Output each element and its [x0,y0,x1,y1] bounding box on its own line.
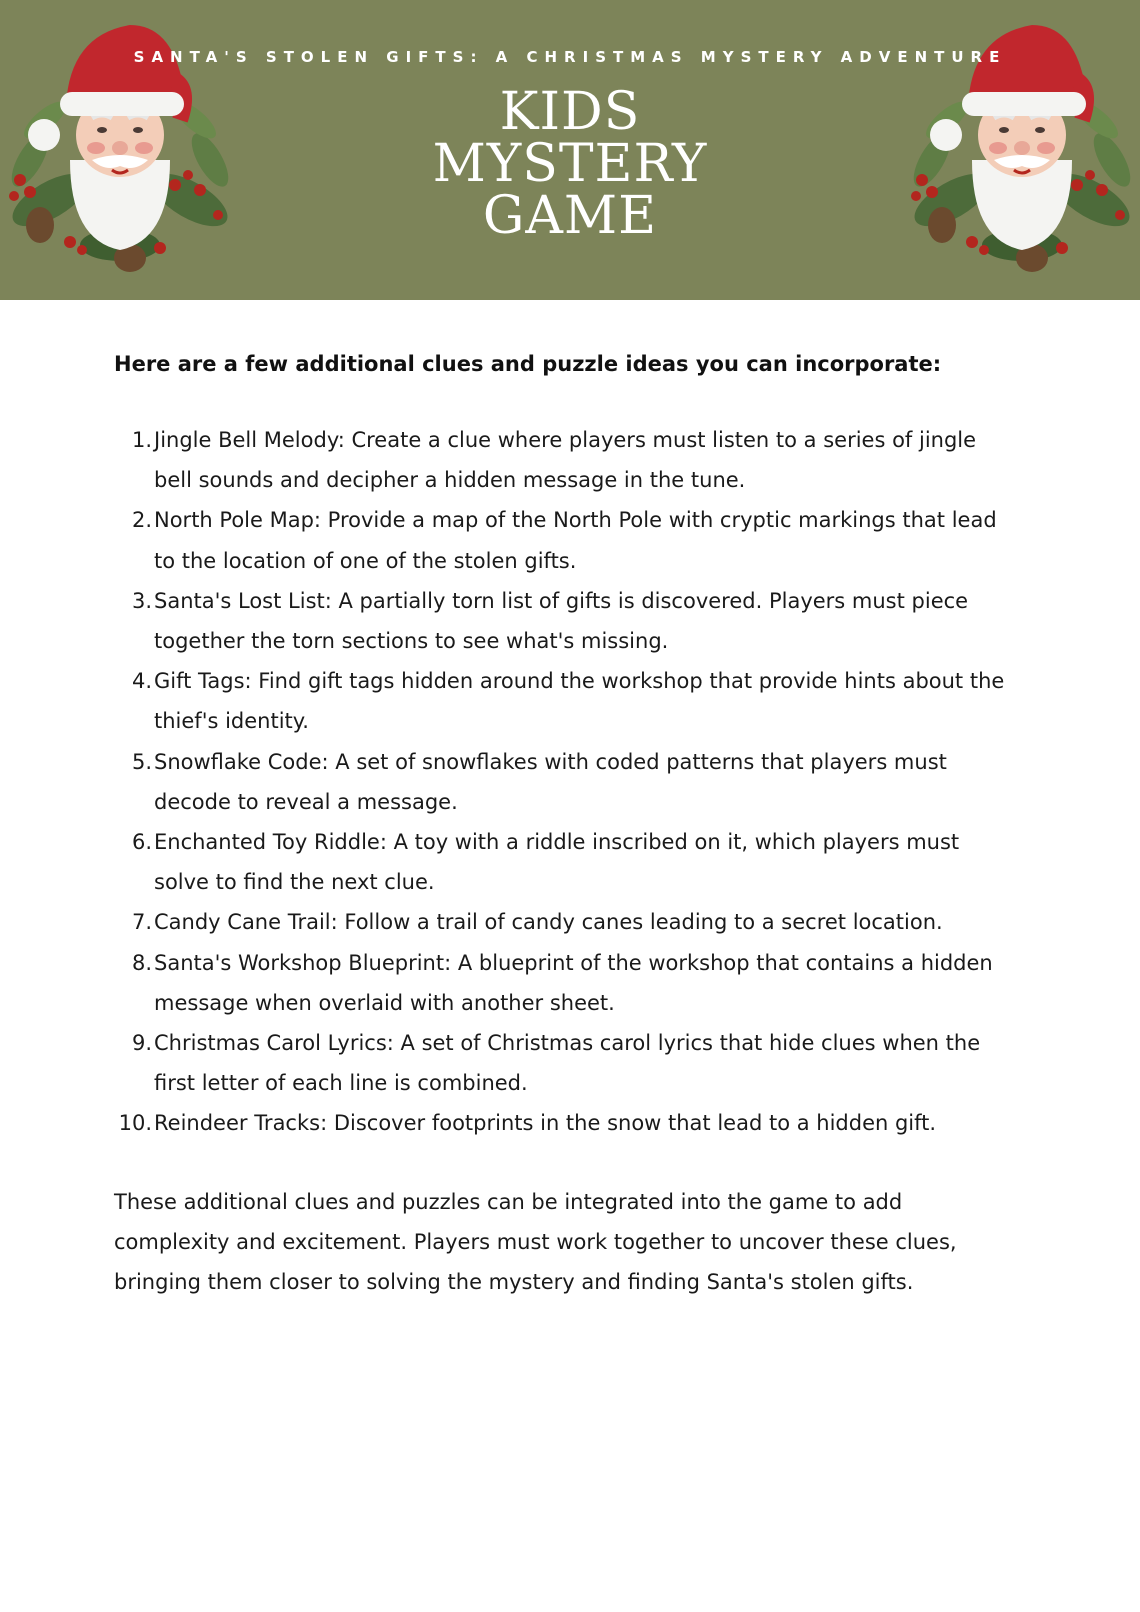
item-text: Santa's Workshop Blueprint: A blueprint of the workshop that contains a hidden message when overlaid with another sheet. [154,950,993,1015]
title-line: GAME [482,186,658,246]
item-text: Gift Tags: Find gift tags hidden around the workshop that provide hints about the thief's identity. [154,669,1005,734]
list-item [114,1103,1014,1143]
list-item [114,581,1014,661]
list-item [114,1023,1014,1103]
list-item [114,420,1014,500]
item-text: Santa's Lost List: A partially torn list of gifts is discovered. Players must piece together the torn sections to see what's missing. [154,588,969,654]
closing-paragraph: These additional clues and puzzles can be integrated into the game to add complexity and excitement. Players must work together to uncover these clues, bringing them closer to solving the mystery and finding Santa's stolen gifts. [114,1189,957,1295]
item-text: Enchanted Toy Riddle: A toy with a riddle inscribed on it, which players must solve to find the next clue. [154,830,960,895]
item-number: 4. [131,669,152,694]
banner-title [0,82,1140,246]
item-text: Reindeer Tracks: Discover footprints in the snow that lead to a hidden gift. [154,1111,937,1136]
list-item [114,822,1014,902]
list-item [114,902,1014,942]
item-number: 2. [131,508,152,533]
header-banner [0,0,1140,300]
title-line: MYSTERY [432,134,708,194]
item-number: 7. [131,910,152,935]
banner-subtitle: SANTA'S STOLEN GIFTS: A CHRISTMAS MYSTERY ADVENTURE [133,48,1007,66]
item-number: 9. [131,1031,152,1056]
item-text: Candy Cane Trail: Follow a trail of candy canes leading to a secret location. [154,910,943,935]
main-content [114,346,1014,1302]
list-item [114,500,1014,580]
item-number: 6. [131,830,152,855]
item-number: 3. [131,588,152,613]
item-text: Snowflake Code: A set of snowflakes with coded patterns that players must decode to reveal a message. [154,749,947,814]
list-item [114,742,1014,822]
item-number: 1. [131,428,152,452]
item-number: 5. [131,749,152,774]
item-number: 8. [131,950,152,975]
item-number: 10. [118,1111,152,1136]
item-text: Christmas Carol Lyrics: A set of Christmas carol lyrics that hide clues when the first letter of each line is combined. [154,1031,981,1096]
title-line: KIDS [499,82,641,142]
list-item [114,943,1014,1023]
item-text: North Pole Map: Provide a map of the North Pole with cryptic markings that lead to the location of one of the stolen gifts. [154,508,997,573]
item-text: Jingle Bell Melody: Create a clue where players must listen to a series of jingle bell sounds and decipher a hidden message in the tune. [154,428,977,493]
clue-list [114,420,1014,1144]
list-item [114,661,1014,741]
intro-heading: Here are a few additional clues and puzzle ideas you can incorporate: [114,352,942,376]
